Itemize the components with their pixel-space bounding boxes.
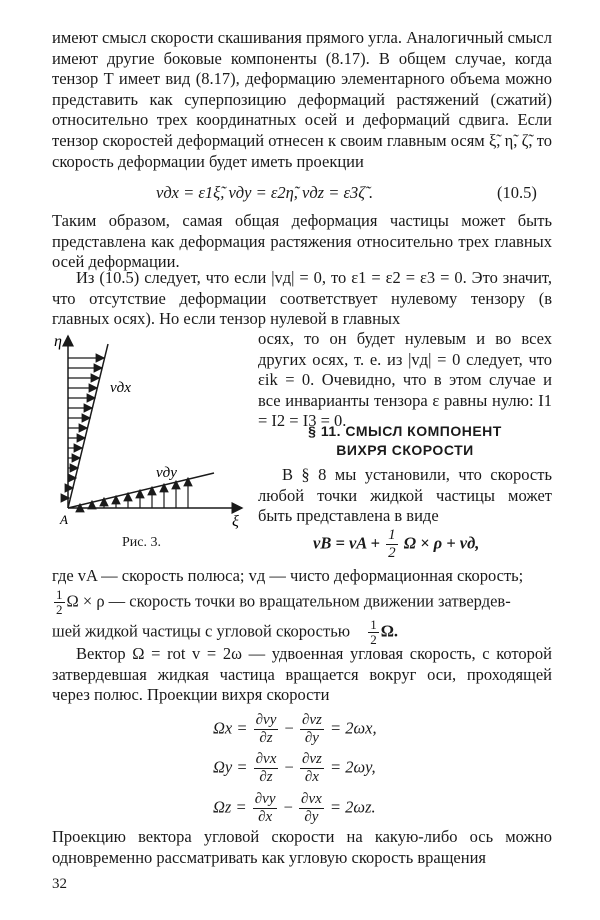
figure-caption: Рис. 3.: [122, 535, 161, 550]
velocity-rhs: Ω × ρ + vд,: [403, 533, 480, 553]
label-vdx: vдx: [110, 380, 131, 396]
paragraph-3-wrap: осях, то он будет нулевым и во всех других осях, т. е. из |vд| = 0 следует, что εik = 0. Очевидно, что в этом случае и все инварианты тензора ε равны нулю: I1 = I2 = I3 = 0.: [258, 329, 552, 431]
half-fraction-2: $\frac{1}{2}$: [370, 617, 377, 647]
section-heading-line-1: § 11. СМЫСЛ КОМПОНЕНТ: [308, 423, 502, 439]
velocity-half: [386, 527, 398, 562]
vdx-arrows: [68, 358, 104, 498]
paragraph-2: Таким образом, самая общая деформация частицы может быть представлена как деформация растяжения относительно трех главных осей деформации.: [52, 211, 552, 272]
paragraph-4: В § 8 мы установили, что скорость любой точки жидкой частицы может быть представлена в виде: [258, 465, 552, 526]
label-vdy: vдy: [156, 465, 177, 481]
paragraph-6: Вектор Ω = rot v = 2ω — удвоенная угловая скорость, с которой затвердевшая жидкая частица вращается вокруг оси, проходящей через полюс. Проекции вихря скорости: [52, 644, 552, 705]
equation-velocity: [313, 527, 479, 562]
label-eta: η: [54, 333, 62, 350]
figure-3: [52, 330, 252, 555]
half-fraction: $\frac{1}{2}$: [56, 587, 63, 617]
label-xi: ξ: [232, 513, 239, 530]
vorticity-z: Ωz = $\frac{\partial vy}{\partial x}$ − $\frac{\partial vx}{\partial y}$ = 2ωz.: [213, 791, 376, 825]
vorticity-y: Ωy = $\frac{\partial vx}{\partial z}$ − $\frac{\partial vz}{\partial x}$ = 2ωy,: [213, 751, 376, 785]
equation-number-10-5: (10.5): [497, 183, 537, 202]
velocity-half-num: 1: [388, 527, 396, 543]
section-heading-line-2: ВИХРЯ СКОРОСТИ: [336, 442, 474, 458]
paragraph-1: имеют смысл скорости скашивания прямого угла. Аналогичный смысл имеют другие боковые компоненты (8.17). В общем случае, когда тензор T имеет вид (8.17), деформацию элементарного объема можно представить как суперпозицию деформаций растяжений (сжатий) относительно трех координатных осей и деформаций сдвига. Если тензор скоростей деформаций отнесен к своим главным осям ξ̃, η̃, ζ̃, то скорость деформации будет иметь проекции: [52, 28, 552, 171]
paragraph-5-line-1: где vA — скорость полюса; vд — чисто деформационная скорость;: [52, 566, 524, 585]
velocity-lhs: vB = vA +: [313, 533, 380, 553]
equation-10-5: vдx = ε1ξ̃, vдy = ε2η̃, vдz = ε3ζ̃ .: [156, 183, 374, 202]
paragraph-5-line-2: [52, 588, 552, 617]
paragraph-5-line-2-text: Ω × ρ — скорость точки во вращательном движении затвердев-: [66, 591, 511, 611]
label-origin: A: [60, 512, 68, 527]
paragraph-7: Проекцию вектора угловой скорости на какую-либо ось можно одновременно рассматривать как угловую скорость вращения: [52, 827, 552, 867]
page-number: 32: [52, 876, 67, 892]
paragraph-5-line-3: шей жидкой частицы с угловой скоростью $\frac{1}{2}$ Ω.: [52, 617, 399, 647]
vdy-profile-line: [68, 473, 214, 508]
paragraph-3: Из (10.5) следует, что если |vд| = 0, то ε1 = ε2 = ε3 = 0. Это значит, что отсутствие деформации соответствует нулевому тензору (в главных осях). Но если тензор нулевой в главных: [52, 268, 552, 329]
vdx-profile-line: [68, 344, 108, 508]
vorticity-x: Ωx = $\frac{\partial vy}{\partial z}$ − $\frac{\partial vz}{\partial y}$ = 2ωx,: [213, 712, 377, 746]
velocity-half-den: 2: [388, 545, 396, 561]
